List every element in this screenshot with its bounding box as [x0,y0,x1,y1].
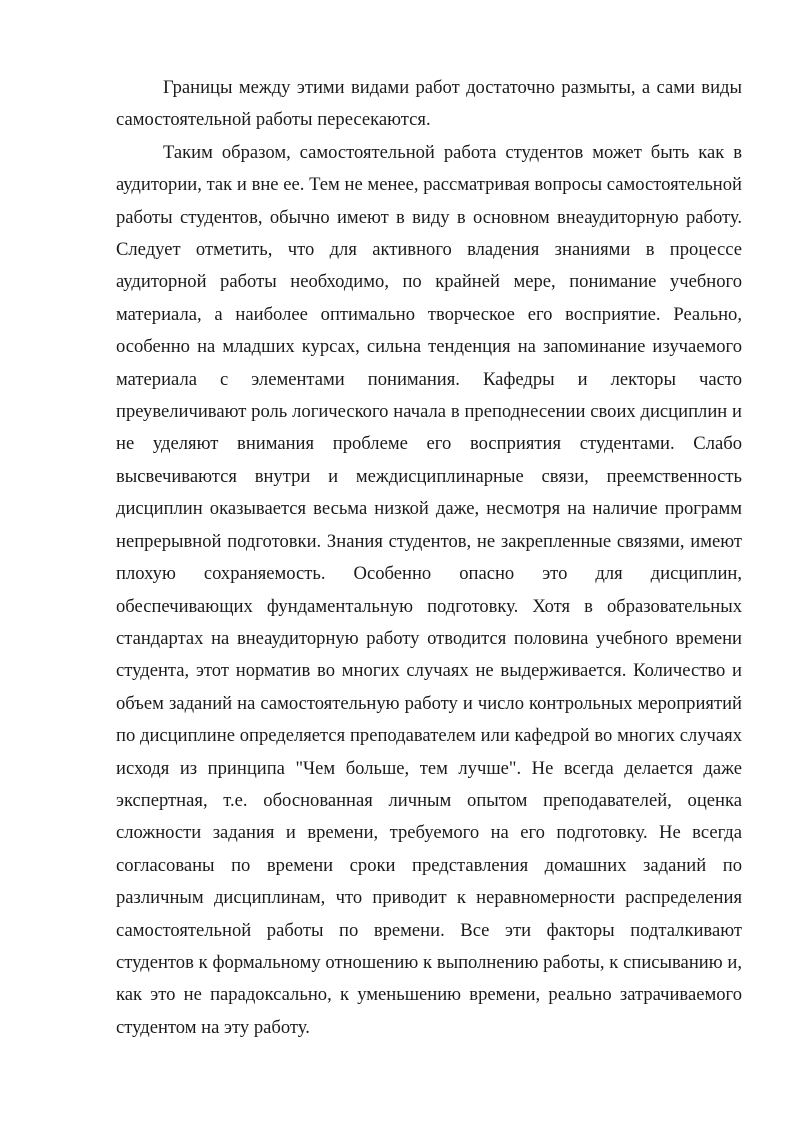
paragraph-1: Границы между этими видами работ достаточно размыты, а сами виды самостоятельной работы пересекаются. [116,77,742,131]
paragraph-2: Таким образом, самостоятельной работа студентов может быть как в аудитории, так и вне ее. Тем не менее, рассматривая вопросы самостоятельной работы студентов, обычно имеют в виду в основном внеаудиторную работу. Следует отметить, что для активного владения знаниями в процессе аудиторной работы необходимо, по крайней мере, понимание учебного материала, а наиболее оптимально творческое его восприятие. Реально, особенно на младших курсах, сильна тенденция на запоминание изучаемого материала с элементами понимания. Кафедры и лекторы часто преувеличивают роль логического начала в преподнесении своих дисциплин и не уделяют внимания проблеме его восприятия студентами. Слабо высвечиваются внутри и междисциплинарные связи, преемственность дисциплин оказывается весьма низкой даже, несмотря на наличие программ непрерывной подготовки. Знания студентов, не закрепленные связями, имеют плохую сохраняемость. Особенно опасно это для дисциплин, обеспечивающих фундаментальную подготовку. Хотя в образовательных стандартах на внеаудиторную работу отводится половина учебного времени студента, этот норматив во многих случаях не выдерживается. Количество и объем заданий на самостоятельную работу и число контрольных мероприятий по дисциплине определяется преподавателем или кафедрой во многих случаях исходя из принципа "Чем больше, тем лучше". Не всегда делается даже экспертная, т.е. обоснованная личным опытом преподавателей, оценка сложности задания и времени, требуемого на его подготовку. Не всегда согласованы по времени сроки представления домашних заданий по различным дисциплинам, что приводит к неравномерности распределения самостоятельной работы по времени. Все эти факторы подталкивают студентов к формальному отношению к выполнению работы, к списыванию и, как это не парадоксально, к уменьшению времени, реально затрачиваемого студентом на эту работу. [116,141,742,1038]
document-body [116,72,742,1044]
